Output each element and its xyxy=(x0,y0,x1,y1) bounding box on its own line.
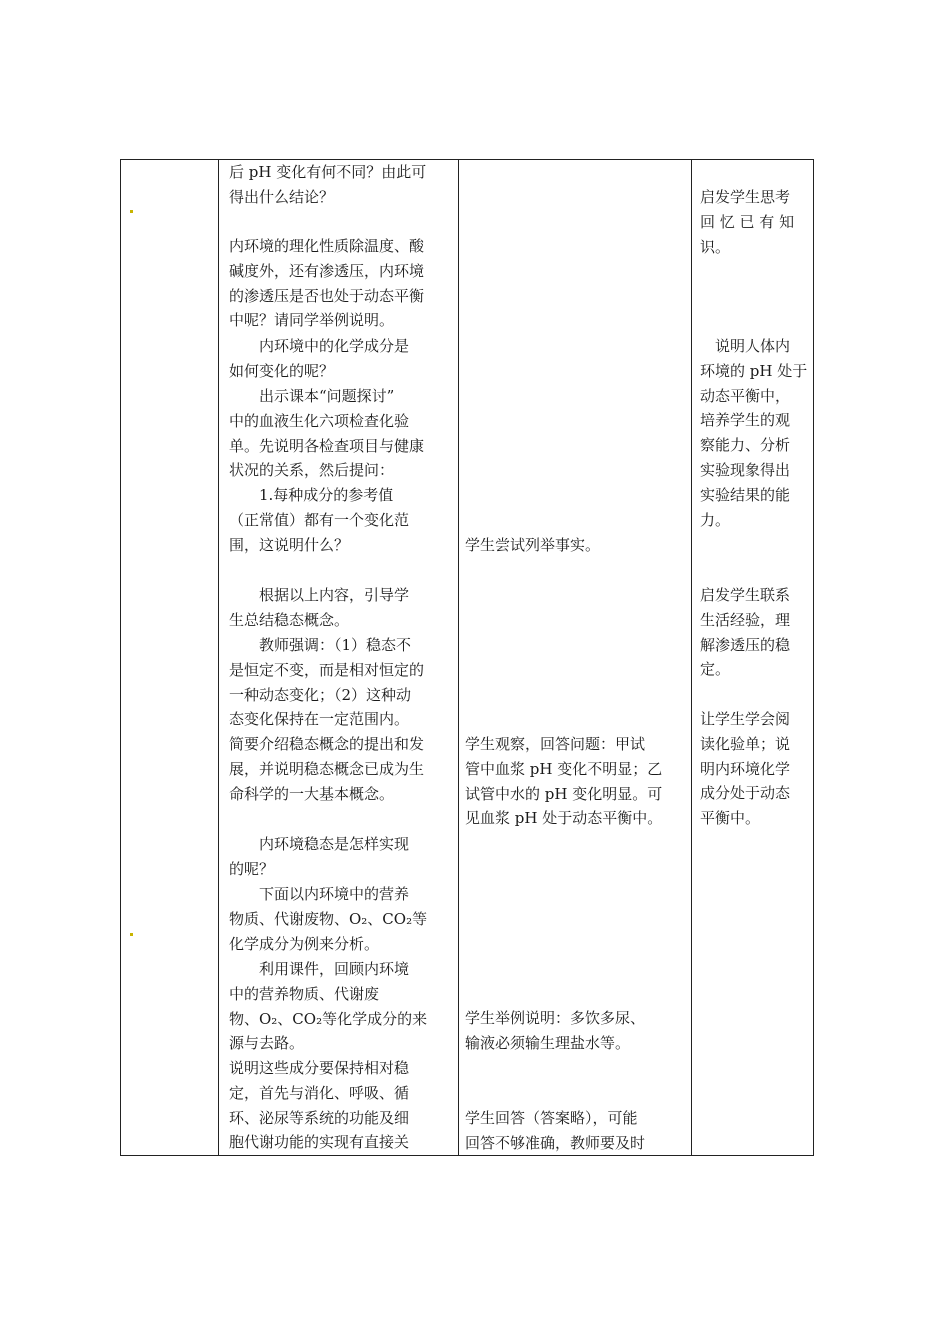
text-line: 管中血浆 pH 变化不明显；乙 xyxy=(465,759,663,778)
text-line: 见血浆 pH 处于动态平衡中。 xyxy=(465,809,663,828)
text-line: 得出什么结论？ xyxy=(229,187,335,206)
text-line: 围，这说明什么？ xyxy=(229,535,350,554)
text-block xyxy=(465,1006,687,1056)
text-line: 源与去路。 xyxy=(229,1034,305,1053)
text-line: 启发学生思考 xyxy=(700,188,791,206)
text-line: 单。先说明各检查项目与健康 xyxy=(229,436,425,455)
text-line: 说明这些成分要保持相对稳 xyxy=(229,1059,410,1077)
text-line: 中的营养物质、代谢废 xyxy=(229,984,380,1003)
text-line: 态变化保持在一定范围内。 xyxy=(229,710,410,729)
column-divider-3 xyxy=(691,160,692,1155)
text-line: 让学生学会阅 xyxy=(700,710,791,728)
text-line: 内环境的理化性质除温度、酸 xyxy=(229,237,425,255)
text-line: 的渗透压是否也处于动态平衡 xyxy=(229,286,425,305)
text-line: 识。 xyxy=(700,237,731,256)
text-line: 学生举例说明：多饮多尿、 xyxy=(465,1009,646,1027)
text-line: 碱度外，还有渗透压，内环境 xyxy=(229,261,425,280)
text-block xyxy=(229,234,451,333)
text-block xyxy=(465,533,687,558)
text-line: 出示课本“问题探讨” xyxy=(229,387,395,405)
text-line: 物质、代谢废物、O₂、CO₂等 xyxy=(229,909,428,928)
text-line: 明内环境化学 xyxy=(700,759,791,778)
text-block xyxy=(229,957,451,1056)
text-line: 教师强调：（1）稳态不 xyxy=(229,636,412,654)
text-line: 环、泌尿等系统的功能及细 xyxy=(229,1108,410,1127)
text-block xyxy=(229,160,451,210)
text-line: 读化验单；说 xyxy=(700,734,791,753)
text-line: 的呢？ xyxy=(229,859,275,878)
text-line: 察能力、分析 xyxy=(700,436,791,455)
text-line: 下面以内环境中的营养 xyxy=(229,885,410,903)
text-line: 试管中水的 pH 变化明显。可 xyxy=(465,784,663,803)
text-line: 胞代谢功能的实现有直接关 xyxy=(229,1133,410,1152)
text-block xyxy=(700,334,808,532)
text-block xyxy=(229,1056,451,1155)
text-block xyxy=(700,707,808,831)
lesson-plan-table xyxy=(120,159,814,1156)
text-block xyxy=(229,732,451,806)
text-line: 说明人体内 xyxy=(700,337,791,355)
text-line: 启发学生联系 xyxy=(700,586,791,604)
text-line: 定，首先与消化、呼吸、循 xyxy=(229,1083,410,1102)
text-line: 物、O₂、CO₂等化学成分的来 xyxy=(229,1009,428,1028)
text-block xyxy=(229,633,451,732)
text-block xyxy=(229,334,451,384)
text-line: 回答不够准确，教师要及时 xyxy=(465,1133,646,1152)
text-block xyxy=(465,1106,687,1156)
text-line: 学生回答（答案略），可能 xyxy=(465,1109,638,1127)
text-line: （正常值）都有一个变化范 xyxy=(229,510,410,529)
text-line: 如何变化的呢？ xyxy=(229,361,335,380)
text-line: 解渗透压的稳 xyxy=(700,635,791,654)
text-line: 输液必须输生理盐水等。 xyxy=(465,1033,631,1052)
column-divider-2 xyxy=(458,160,459,1155)
text-line: 后 pH 变化有何不同？由此可 xyxy=(229,163,427,181)
text-line: 利用课件，回顾内环境 xyxy=(229,960,410,978)
text-line: 命科学的一大基本概念。 xyxy=(229,784,395,803)
text-line: 成分处于动态 xyxy=(700,784,791,803)
text-line: 力。 xyxy=(700,510,731,529)
text-line: 中呢？请同学举例说明。 xyxy=(229,311,395,330)
marker-dot xyxy=(130,210,133,213)
text-line: 简要介绍稳态概念的提出和发 xyxy=(229,735,425,753)
text-line: 实验结果的能 xyxy=(700,485,791,504)
text-line: 化学成分为例来分析。 xyxy=(229,934,380,953)
text-line: 中的血液生化六项检查化验 xyxy=(229,411,410,430)
text-line: 培养学生的观 xyxy=(700,411,791,430)
text-line: 动态平衡中， xyxy=(700,386,791,405)
text-line: 定。 xyxy=(700,660,731,679)
text-line: 是恒定不变，而是相对恒定的 xyxy=(229,660,425,679)
text-block xyxy=(700,185,808,259)
text-line: 生活经验，理 xyxy=(700,610,791,629)
text-line: 环境的 pH 处于 xyxy=(700,361,808,380)
text-line: 一种动态变化；（2）这种动 xyxy=(229,685,412,704)
text-block xyxy=(229,483,451,557)
text-line: 实验现象得出 xyxy=(700,460,791,479)
text-line: 状况的关系，然后提问： xyxy=(229,461,395,480)
column-divider-1 xyxy=(218,160,219,1155)
text-line: 1.每种成分的参考值 xyxy=(229,486,394,504)
text-line: 根据以上内容，引导学 xyxy=(229,586,410,604)
text-line: 内环境中的化学成分是 xyxy=(229,337,410,355)
text-block xyxy=(229,832,451,882)
text-block xyxy=(229,882,451,956)
text-line: 学生观察，回答问题：甲试 xyxy=(465,735,646,753)
text-line: 回 忆 已 有 知 xyxy=(700,212,795,231)
text-block xyxy=(465,732,687,831)
text-line: 内环境稳态是怎样实现 xyxy=(229,835,410,853)
text-line: 平衡中。 xyxy=(700,809,761,828)
text-line: 展，并说明稳态概念已成为生 xyxy=(229,759,425,778)
marker-dot xyxy=(130,933,133,936)
text-block xyxy=(229,384,451,483)
text-block xyxy=(700,583,808,682)
text-line: 学生尝试列举事实。 xyxy=(465,536,601,554)
text-block xyxy=(229,583,451,633)
text-line: 生总结稳态概念。 xyxy=(229,610,350,629)
